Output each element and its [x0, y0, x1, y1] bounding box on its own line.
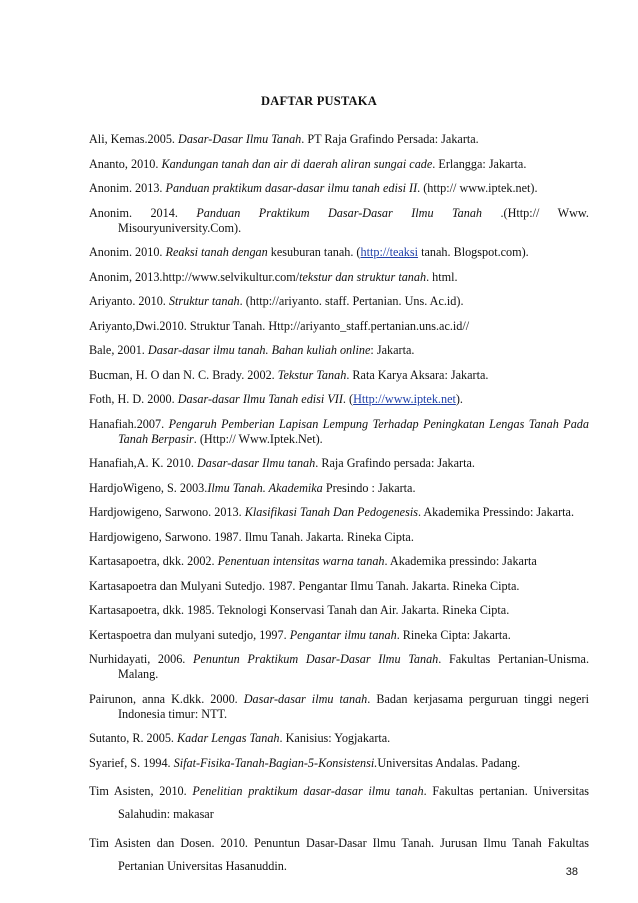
reference-item: Anonim. 2010. Reaksi tanah dengan kesuburan tanah. (http://teaksi tanah. Blogspot.com).: [89, 245, 529, 259]
reference-item: Tim Asisten, 2010. Penelitian praktikum dasar-dasar ilmu tanah. Fakultas pertanian. Universitas Salahudin: makasar: [89, 784, 589, 821]
reference-item: Kartasapoetra, dkk. 1985. Teknologi Konservasi Tanah dan Air. Jakarta. Rineka Cipta.: [89, 603, 510, 617]
reference-item: Kartasapoetra, dkk. 2002. Penentuan intensitas warna tanah. Akademika pressindo: Jakarta: [89, 554, 537, 568]
reference-item: Bucman, H. O dan N. C. Brady. 2002. Tekstur Tanah. Rata Karya Aksara: Jakarta.: [89, 367, 489, 382]
reference-item: Anonim. 2013. Panduan praktikum dasar-dasar ilmu tanah edisi II. (http:// www.iptek.net).: [89, 181, 538, 195]
reference-item: Syarief, S. 1994. Sifat-Fisika-Tanah-Bagian-5-Konsistensi.Universitas Andalas. Padang.: [89, 755, 521, 770]
reference-item: Pairunon, anna K.dkk. 2000. Dasar-dasar ilmu tanah. Badan kerjasama perguruan tinggi negeri Indonesia timur: NTT.: [89, 691, 589, 721]
reference-item: Anonim, 2013.http://www.selvikultur.com/tekstur dan struktur tanah. html.: [89, 269, 458, 284]
reference-item: Hardjowigeno, Sarwono. 1987. Ilmu Tanah. Jakarta. Rineka Cipta.: [89, 529, 414, 544]
reference-item: Kertaspoetra dan mulyani sutedjo, 1997. Pengantar ilmu tanah. Rineka Cipta: Jakarta.: [89, 627, 511, 642]
reference-item: HardjoWigeno, S. 2003.Ilmu Tanah. Akademika Presindo : Jakarta.: [89, 480, 416, 495]
reference-link[interactable]: http://teaksi: [360, 245, 419, 259]
reference-list: [89, 132, 589, 884]
reference-item: Hanafiah.2007. Pengaruh Pemberian Lapisan Lempung Terhadap Peningkatan Lengas Tanah Pada Tanah Berpasir. (Http:// Www.Iptek.Net).: [89, 416, 589, 446]
reference-item: Kartasapoetra dan Mulyani Sutedjo. 1987. Pengantar Ilmu Tanah. Jakarta. Rineka Cipta.: [89, 578, 520, 593]
reference-item: Ananto, 2010. Kandungan tanah dan air di daerah aliran sungai cade. Erlangga: Jakarta.: [89, 156, 527, 171]
reference-item: Anonim. 2014. Panduan Praktikum Dasar-Dasar Ilmu Tanah .(Http:// Www. Misouryuniversity.Com).: [89, 205, 589, 235]
reference-item: Nurhidayati, 2006. Penuntun Praktikum Dasar-Dasar Ilmu Tanah. Fakultas Pertanian-Unisma. Malang.: [89, 652, 589, 681]
page-number: 38: [565, 866, 578, 878]
reference-item: Foth, H. D. 2000. Dasar-dasar Ilmu Tanah edisi VII. (Http://www.iptek.net).: [89, 392, 463, 406]
reference-item: Sutanto, R. 2005. Kadar Lengas Tanah. Kanisius: Yogjakarta.: [89, 731, 391, 745]
reference-item: Tim Asisten dan Dosen. 2010. Penuntun Dasar-Dasar Ilmu Tanah. Jurusan Ilmu Tanah Fakultas Pertanian Universitas Hasanuddin.: [89, 836, 589, 873]
reference-item: Ariyanto,Dwi.2010. Struktur Tanah. Http://ariyanto_staff.pertanian.uns.ac.id//: [89, 318, 470, 333]
page-title: DAFTAR PUSTAKA: [261, 94, 377, 108]
reference-item: Bale, 2001. Dasar-dasar ilmu tanah. Bahan kuliah online: Jakarta.: [89, 343, 415, 357]
reference-item: Ali, Kemas.2005. Dasar-Dasar Ilmu Tanah. PT Raja Grafindo Persada: Jakarta.: [89, 132, 479, 146]
reference-item: Ariyanto. 2010. Struktur tanah. (http://ariyanto. staff. Pertanian. Uns. Ac.id).: [89, 294, 464, 308]
reference-item: Hanafiah,A. K. 2010. Dasar-dasar Ilmu tanah. Raja Grafindo persada: Jakarta.: [89, 456, 475, 470]
reference-item: Hardjowigeno, Sarwono. 2013. Klasifikasi Tanah Dan Pedogenesis. Akademika Pressindo: Jakarta.: [89, 505, 574, 519]
reference-link[interactable]: Http://www.iptek.net: [353, 392, 456, 406]
